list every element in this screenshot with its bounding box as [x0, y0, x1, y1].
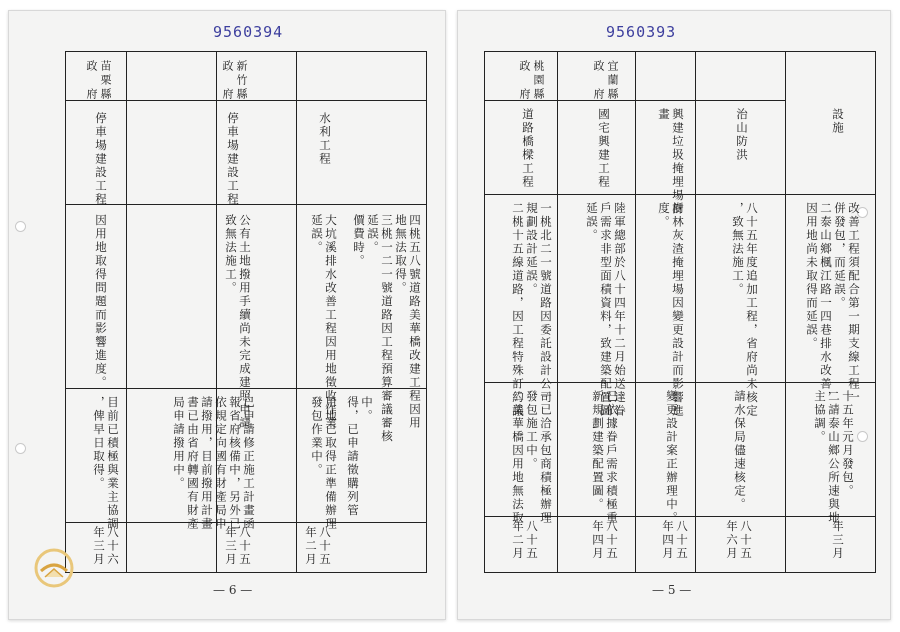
project-cell: 治山防洪 — [735, 108, 749, 162]
page-number: — 5 — — [652, 583, 692, 597]
problem-cell: 樹林灰渣掩埋場因變更設計而影響進 度。 — [657, 202, 685, 418]
measure-cell: 請水保局儘速核定。 — [733, 390, 747, 512]
problem-cell: 八十五年度追加工程，省府尚未核定 ，致無法施工。 — [731, 202, 759, 418]
date-cell: 八十五 年二月 — [304, 526, 332, 567]
date-cell: 八十六 年三月 — [92, 526, 120, 567]
problem-cell: 一桃北二一號道路因委託設計公司 規劃設計延誤。 二桃十五線道路，因工程特殊訂約議 — [511, 202, 553, 418]
date-cell: 八十五 年四月 — [661, 520, 689, 561]
project-cell: 興建垃圾掩埋場計 畫 — [657, 108, 685, 216]
problem-cell: 陸軍總部於八十四年十二月始送達眷 戶需求非型面積資料，致建築配置圖 延誤。 — [585, 202, 627, 418]
measure-cell: 中。 得，已申請徵購列管 — [346, 396, 374, 518]
project-cell: 停車場建設工程 — [94, 112, 108, 207]
binder-hole — [15, 221, 26, 232]
date-cell: 年三月 — [831, 520, 845, 561]
government-cell: 苗栗縣 政 府 — [85, 60, 112, 102]
date-cell: 八十五 年四月 — [591, 520, 619, 561]
project-cell: 道路橋樑工程 — [521, 108, 535, 189]
binder-hole — [15, 443, 26, 454]
library-logo-icon — [33, 547, 75, 589]
page-number: — 6 — — [213, 583, 253, 597]
project-cell: 停車場建設工程 — [226, 112, 240, 207]
document-page-right — [457, 10, 891, 620]
report-table — [484, 51, 876, 573]
problem-cell: 改善工程須配合第一期支線工程一 併發包，而延誤。 二泰山鄉楓江路一四巷排水改善， 因用地尚未取得而延誤。 — [805, 202, 861, 405]
report-table — [65, 51, 427, 573]
date-cell: 八十五 年三月 — [224, 526, 252, 567]
document-page-left — [8, 10, 446, 620]
measure-cell: 用地已取得正準備辦理 發包作業中。 — [310, 396, 338, 531]
serial-number: 9560393 — [606, 23, 677, 41]
date-cell: 八十五 年六月 — [725, 520, 753, 561]
measure-cell: 十五年元月發包。 二請泰山鄉公所速與地 主協調。 — [813, 390, 855, 525]
date-cell: 八十五 年二月 — [511, 520, 539, 561]
project-cell: 水利工程 — [318, 112, 332, 166]
serial-number: 9560394 — [213, 23, 284, 41]
project-cell: 國宅興建工程 — [597, 108, 611, 189]
problem-cell: 四桃五八號道路美華橋改建工程因用 地無法取得。 三桃一二一號道路因工程預算審議審核 延誤。 價費時。 — [352, 214, 422, 444]
measure-cell: 目前已積極與業主協調 ，俾早日取得。 — [92, 396, 120, 531]
problem-cell: 公有土地撥用手續尚未完成建照申請 致無法施工。 — [224, 214, 252, 430]
measure-cell: 已申請修正施工計畫函 報省府核備中，另外已 依規定向國有財產局申 請撥用，目前撥用計畫 書已由省府轉國有財產 局申請撥用中。 — [172, 396, 256, 531]
problem-cell: 因用地取得問題而影響進度。 — [94, 214, 108, 390]
government-cell: 桃園縣 政 府 — [518, 60, 545, 102]
problem-cell: 大坑溪排水改善工程因用地徵收作業 延誤。 — [310, 214, 338, 430]
government-cell: 宜蘭縣 政 府 — [592, 60, 619, 102]
measure-cell: 變更設計案正辦理中。 — [665, 390, 679, 525]
measure-cell: 一已洽承包商積極辦理 發包施工中。 二美華橋因用地無法取 — [511, 390, 553, 525]
government-cell: 新竹縣 政 府 — [221, 60, 248, 102]
measure-cell: 已依據眷戶需求積極重 新規劃建築配置圖。 — [591, 390, 619, 525]
project-cell: 設施 — [831, 108, 845, 135]
